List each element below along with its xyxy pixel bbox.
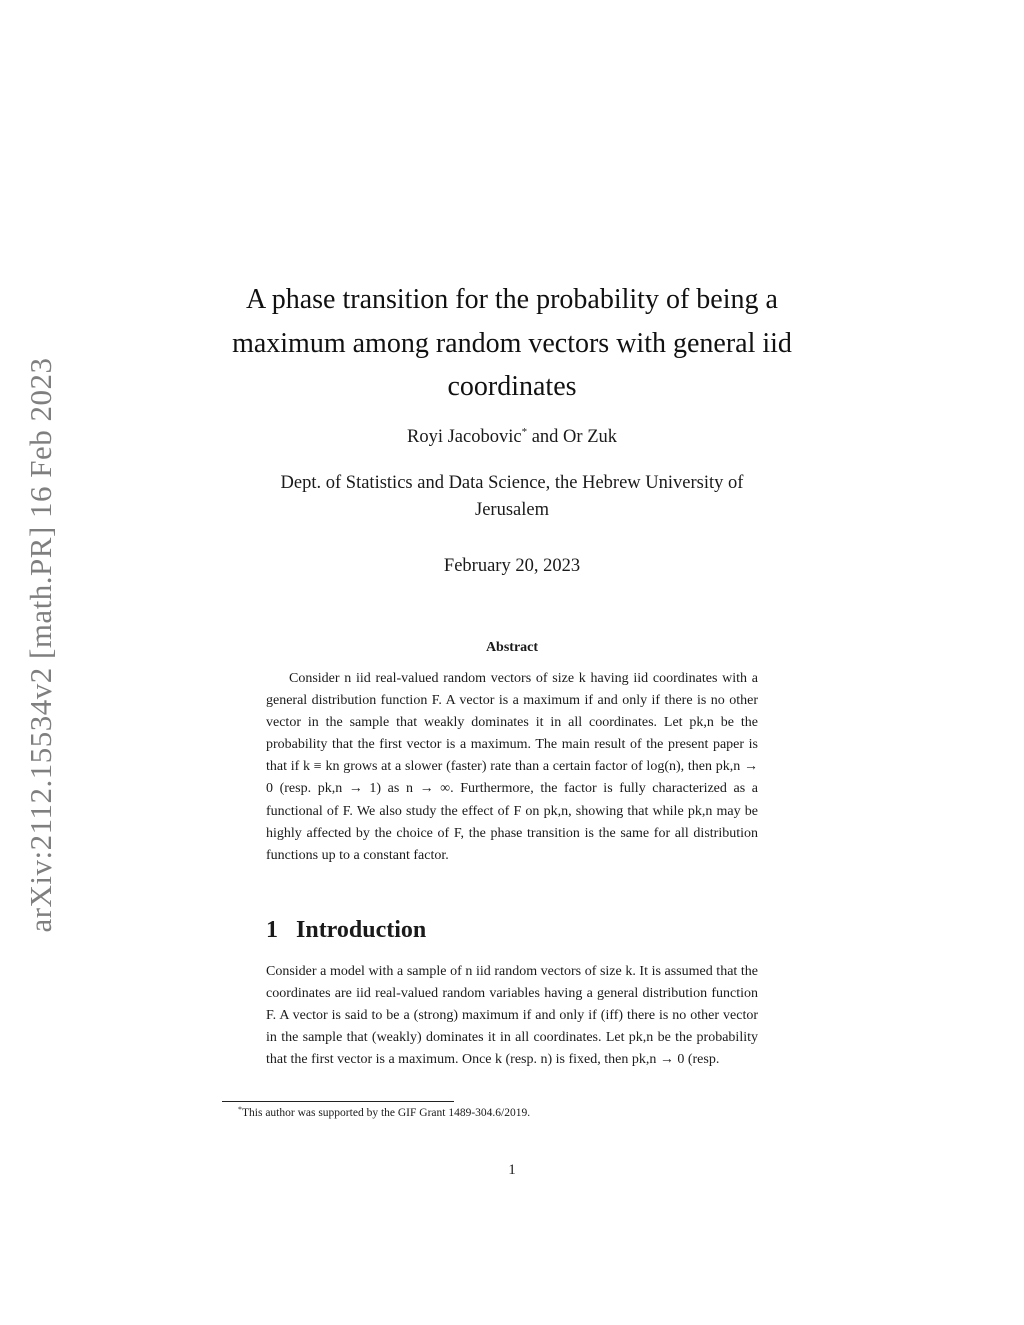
section-title: Introduction [296, 917, 427, 943]
affiliation-line: Dept. of Statistics and Data Science, the Hebrew University of [280, 473, 744, 493]
author-name: Or Zuk [563, 427, 617, 447]
title-line: maximum among random vectors with general iid [232, 327, 792, 359]
page-number: 1 [508, 1162, 516, 1178]
author-name: Royi Jacobovic [407, 427, 522, 447]
title-line: A phase transition for the probability of being a [246, 284, 778, 315]
affiliation-line: Jerusalem [475, 500, 549, 520]
footnote-marker: * [521, 426, 528, 438]
footnote-marker: * [238, 1105, 242, 1114]
section-number: 1 [266, 917, 278, 943]
author-separator: and [527, 427, 564, 447]
arxiv-identifier: arXiv:2112.15534v2 [math.PR] 16 Feb 2023 [23, 357, 58, 933]
footnote-divider [222, 1101, 454, 1102]
abstract-text: Consider n iid real-valued random vectors of size k having iid coordinates with a general distribution function F. A vector is a maximum if and only if there is no other vector in the sample that weakly dominates it in all coordinates. Let pk,n be the probability that the first vector is a maximum. The main result of the present paper is that if k ≡ kn grows at a slower (faster) rate than a certain factor of log(n), then pk,n → 0 (resp. pk,n → 1) as n → ∞. Furthermore, the factor is fully characterized as a functional of F. We also study the effect of F on pk,n, showing that while pk,n may be highly affected by the choice of F, the phase transition is the same for all distribution functions up to a constant factor. [266, 671, 758, 863]
introduction-text: Consider a model with a sample of n iid random vectors of size k. It is assumed that the coordinates are iid real-valued random variables having a general distribution function F. A vector is said to be a (strong) maximum if and only if (iff) there is no other vector in the sample that (weakly) dominates it in all coordinates. Let pk,n be the probability that the first vector is a maximum. Once k (resp. n) is fixed, then pk,n → 0 (resp. [266, 964, 758, 1068]
affiliation [200, 470, 824, 524]
paper-date: February 20, 2023 [443, 556, 581, 576]
abstract-heading: Abstract [485, 640, 539, 655]
footnote [238, 1105, 530, 1119]
paper-title [200, 278, 824, 409]
footnote-text: This author was supported by the GIF Grant 1489-304.6/2019. [242, 1107, 531, 1119]
section-heading [266, 917, 426, 944]
author-list [200, 426, 824, 448]
title-line: coordinates [447, 371, 577, 402]
